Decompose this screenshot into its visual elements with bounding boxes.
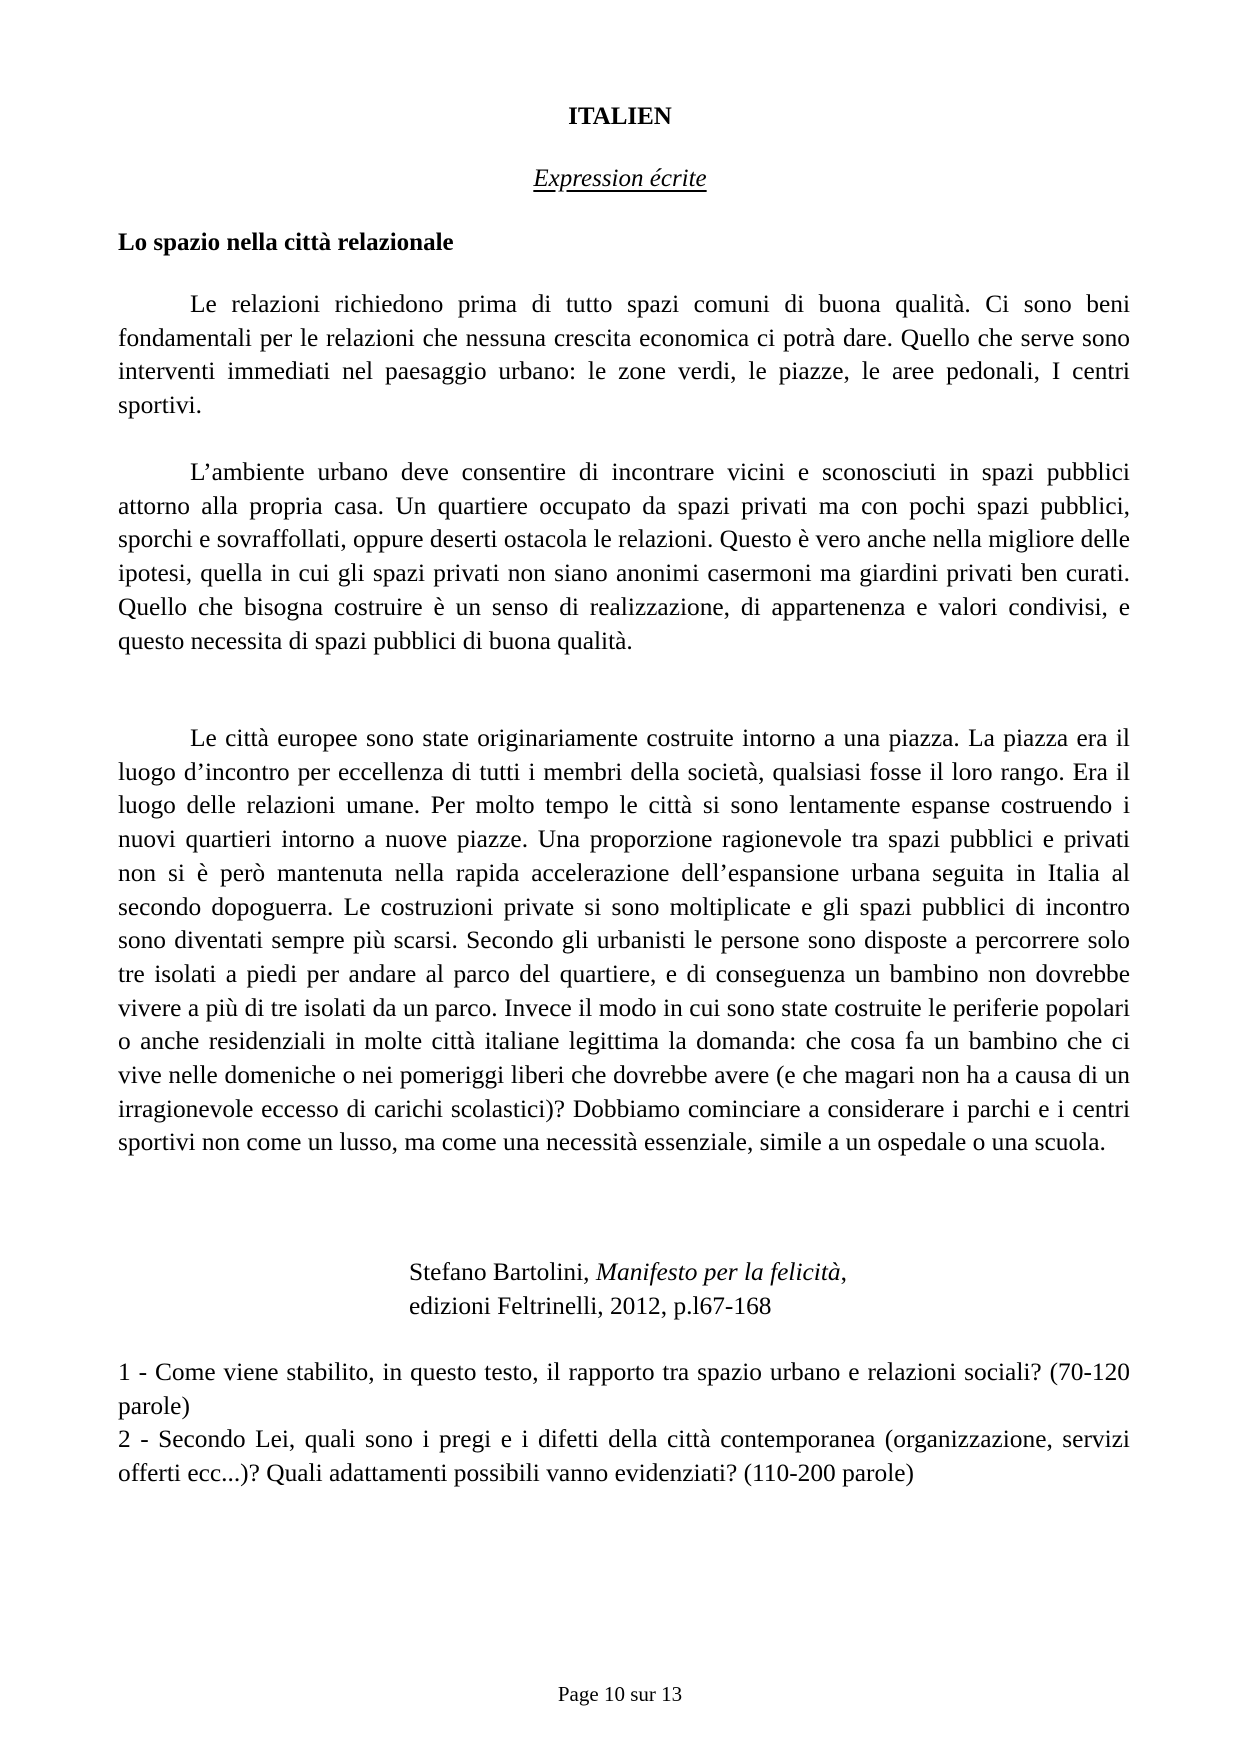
- question-2: 2 - Secondo Lei, quali sono i pregi e i difetti della città contemporanea (organizzazione, servizi offerti ecc...)? Quali adattamenti possibili vanno evidenziati? (110-200 parole): [118, 1425, 1130, 1488]
- source-citation: [409, 1256, 847, 1323]
- subject-heading: ITALIEN: [568, 103, 672, 130]
- question-list: [118, 1356, 1130, 1491]
- question-1: 1 - Come viene stabilito, in questo testo, il rapporto tra spazio urbano e relazioni sociali? (70-120 parole): [118, 1358, 1130, 1420]
- article-title: Lo spazio nella città relazionale: [118, 229, 454, 256]
- page-number: Page 10 sur 13: [557, 1682, 683, 1706]
- citation-book-title: Manifesto per la felicità: [595, 1258, 841, 1286]
- citation-publisher: edizioni Feltrinelli, 2012, p.l67-168: [409, 1291, 772, 1320]
- citation-line-1: [409, 1256, 847, 1290]
- citation-author: Stefano Bartolini,: [409, 1258, 590, 1286]
- article-paragraph-3: Le città europee sono state originariamente costruite intorno a una piazza. La piazza era il luogo d’incontro per eccellenza di tutti i membri della società, qualsiasi fosse il loro rango. Era il luogo delle relazioni umane. Per molto tempo le città si sono lentamente espanse costruendo i nuovi quartieri intorno a nuove piazze. Una proporzione ragionevole tra spazi pubblici e privati non si è però mantenuta nella rapida accelerazione dell’espansione urbana seguita in Italia al secondo dopoguerra. Le costruzioni private si sono moltiplicate e gli spazi pubblici di incontro sono diventati sempre più scarsi. Secondo gli urbanisti le persone sono disposte a percorrere solo tre isolati a piedi per andare al parco del quartiere, e di conseguenza un bambino non dovrebbe vivere a più di tre isolati da un parco. Invece il modo in cui sono state costruite le periferie popolari o anche residenziali in molte città italiane legittima la domanda: che cosa fa un bambino che ci vive nelle domeniche o nei pomeriggi liberi che dovrebbe avere (e che magari non ha a causa di un irragionevole eccesso di carichi scolastici)? Dobbiamo cominciare a considerare i parchi e i centri sportivi non come un lusso, ma come una necessità essenziale, simile a un ospedale o una scuola.: [118, 724, 1130, 1157]
- section-heading-text: Expression écrite: [533, 165, 707, 192]
- article-paragraph-2: L’ambiente urbano deve consentire di incontrare vicini e sconosciuti in spazi pubblici attorno alla propria casa. Un quartiere occupato da spazi privati ma con pochi spazi pubblici, sporchi e sovraffollati, oppure deserti ostacola le relazioni. Questo è vero anche nella migliore delle ipotesi, quella in cui gli spazi privati non siano anonimi casermoni ma giardini privati ben curati. Quello che bisogna costruire è un senso di realizzazione, di appartenenza e valori condivisi, e questo necessita di spazi pubblici di buona qualità.: [118, 458, 1130, 655]
- citation-title-suffix: ,: [840, 1258, 847, 1286]
- article-paragraph-1: Le relazioni richiedono prima di tutto spazi comuni di buona qualità. Ci sono beni fondamentali per le relazioni che nessuna crescita economica ci potrà dare. Quello che serve sono interventi immediati nel paesaggio urbano: le zone verdi, le piazze, le aree pedonali, I centri sportivi.: [118, 290, 1130, 420]
- section-heading: [0, 164, 1240, 194]
